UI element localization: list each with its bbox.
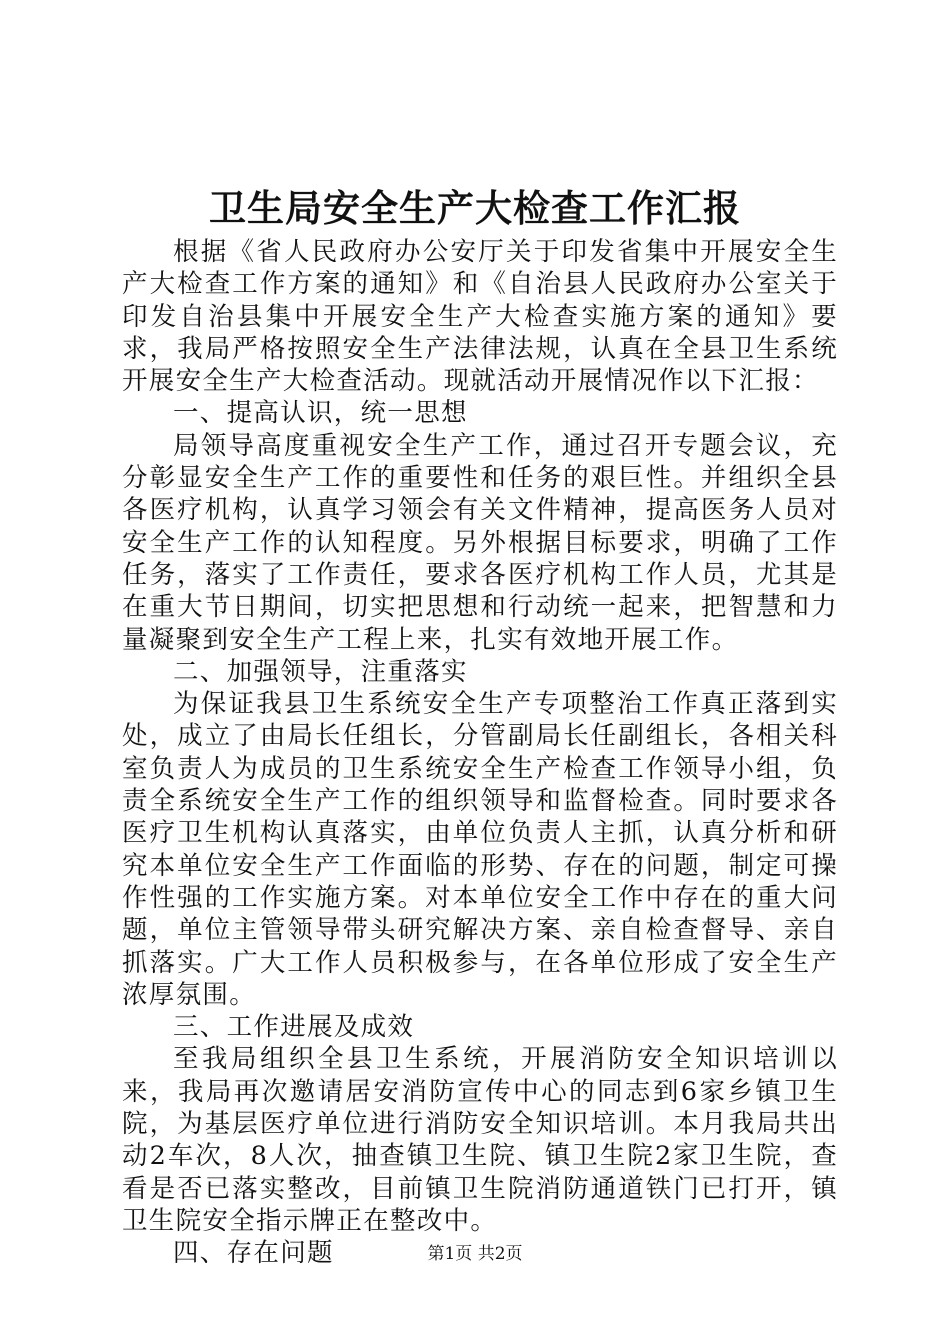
- intro-paragraph: 根据《省人民政府办公安厅关于印发省集中开展安全生产大检查工作方案的通知》和《自治县人民政府办公室关于印发自治县集中开展安全生产大检查实施方案的通知》要求，我局严格按照安全生产法律法规，认真在全县卫生系统开展安全生产大检查活动。现就活动开展情况作以下汇报：: [122, 237, 838, 397]
- document-body: [122, 236, 838, 1270]
- section-heading-2: 二、加强领导，注重落实: [173, 656, 468, 687]
- section-text-3: 至我局组织全县卫生系统，开展消防安全知识培训以来，我局再次邀请居安消防宣传中心的同志到6家乡镇卫生院，为基层医疗单位进行消防安全知识培训。本月我局共出动2车次，8人次，抽查镇卫生院、镇卫生院2家卫生院，查看是否已落实整改，目前镇卫生院消防通道铁门已打开，镇卫生院安全指示牌正在整改中。: [122, 1044, 838, 1236]
- section-heading-4: 四、存在问题: [173, 1238, 334, 1269]
- section-text-1: 局领导高度重视安全生产工作，通过召开专题会议，充分彰显安全生产工作的重要性和任务的艰巨性。并组织全县各医疗机构，认真学习领会有关文件精神，提高医务人员对安全生产工作的认知程度。另外根据目标要求，明确了工作任务，落实了工作责任，要求各医疗机构工作人员，尤其是在重大节日期间，切实把思想和行动统一起来，把智慧和力量凝聚到安全生产工程上来，扎实有效地开展工作。: [122, 430, 838, 655]
- page-number-footer: 第1页 共2页: [427, 1244, 523, 1264]
- section-heading-1: 一、提高认识，统一思想: [173, 398, 468, 429]
- section-heading-3: 三、工作进展及成效: [173, 1012, 415, 1043]
- section-text-2: 为保证我县卫生系统安全生产专项整治工作真正落到实处，成立了由局长任组长，分管副局长任副组长，各相关科室负责人为成员的卫生系统安全生产检查工作领导小组，负责全系统安全生产工作的组织领导和监督检查。同时要求各医疗卫生机构认真落实，由单位负责人主抓，认真分析和研究本单位安全生产工作面临的形势、存在的问题，制定可操作性强的工作实施方案。对本单位安全工作中存在的重大问题，单位主管领导带头研究解决方案、亲自检查督导、亲自抓落实。广大工作人员积极参与，在各单位形成了安全生产浓厚氛围。: [122, 689, 838, 1010]
- document-title: 卫生局安全生产大检查工作汇报: [209, 186, 741, 230]
